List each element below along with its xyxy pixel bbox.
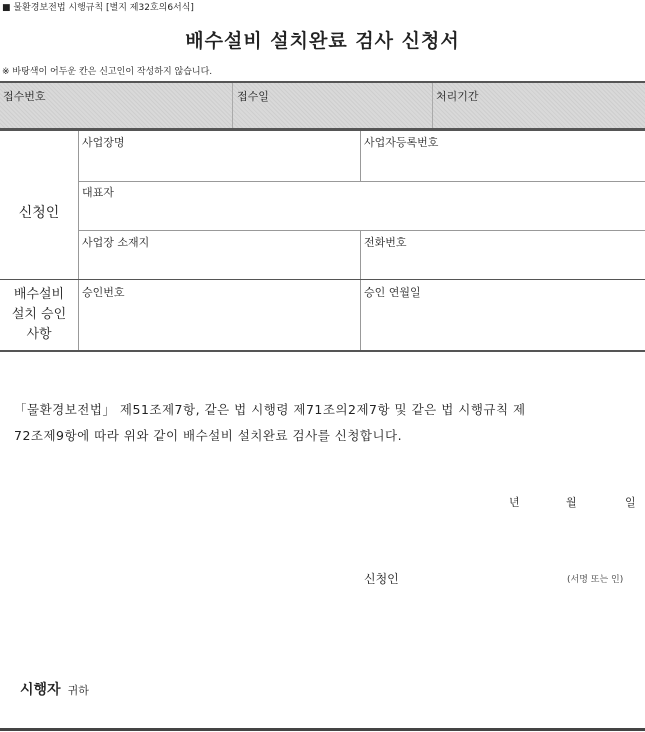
processing-period-label: 처리기간 (436, 90, 479, 103)
declaration-statement (14, 397, 644, 449)
receipt-section (0, 83, 645, 128)
signature-hint: (서명 또는 인) (567, 575, 624, 585)
receipt-bottom-border (0, 128, 645, 131)
business-name-label: 사업장명 (82, 136, 125, 149)
approval-number-label: 승인번호 (82, 286, 125, 299)
business-reg-number-label: 사업자등록번호 (364, 136, 439, 149)
form-reference: ■ 물환경보전법 시행규칙 [별지 제32호의6서식] (2, 3, 194, 13)
recipient-suffix: 귀하 (67, 684, 89, 697)
date-month-label: 월 (566, 496, 577, 509)
representative-label: 대표자 (82, 186, 114, 199)
declaration-line-2: 72조제9항에 따라 위와 같이 배수설비 설치완료 검사를 신청합니다. (14, 428, 403, 443)
date-day-label: 일 (625, 496, 636, 509)
signer-label: 신청인 (364, 572, 399, 586)
recipient-name: 시행자 (20, 682, 61, 698)
approval-section-label: 배수설비 설치 승인 사항 (11, 287, 67, 342)
business-address-label: 사업장 소재지 (82, 236, 150, 249)
phone-number-label: 전화번호 (364, 236, 407, 249)
declaration-line-1: 「물환경보전법」 제51조제7항, 같은 법 시행령 제71조의2제7항 및 같은 법 시행규칙 제 (14, 402, 526, 417)
receipt-date-label: 접수일 (237, 90, 269, 103)
receipt-number-label: 접수번호 (3, 90, 46, 103)
notice-text: ※ 바탕색이 어두운 칸은 신고인이 작성하지 않습니다. (2, 67, 213, 77)
recipient (20, 679, 89, 699)
applicant-section-label: 신청인 (18, 205, 60, 221)
page-title: 배수설비 설치완료 검사 신청서 (185, 30, 460, 52)
approval-date-label: 승인 연월일 (364, 286, 421, 299)
date-year-label: 년 (509, 496, 520, 509)
bottom-border (0, 728, 645, 731)
